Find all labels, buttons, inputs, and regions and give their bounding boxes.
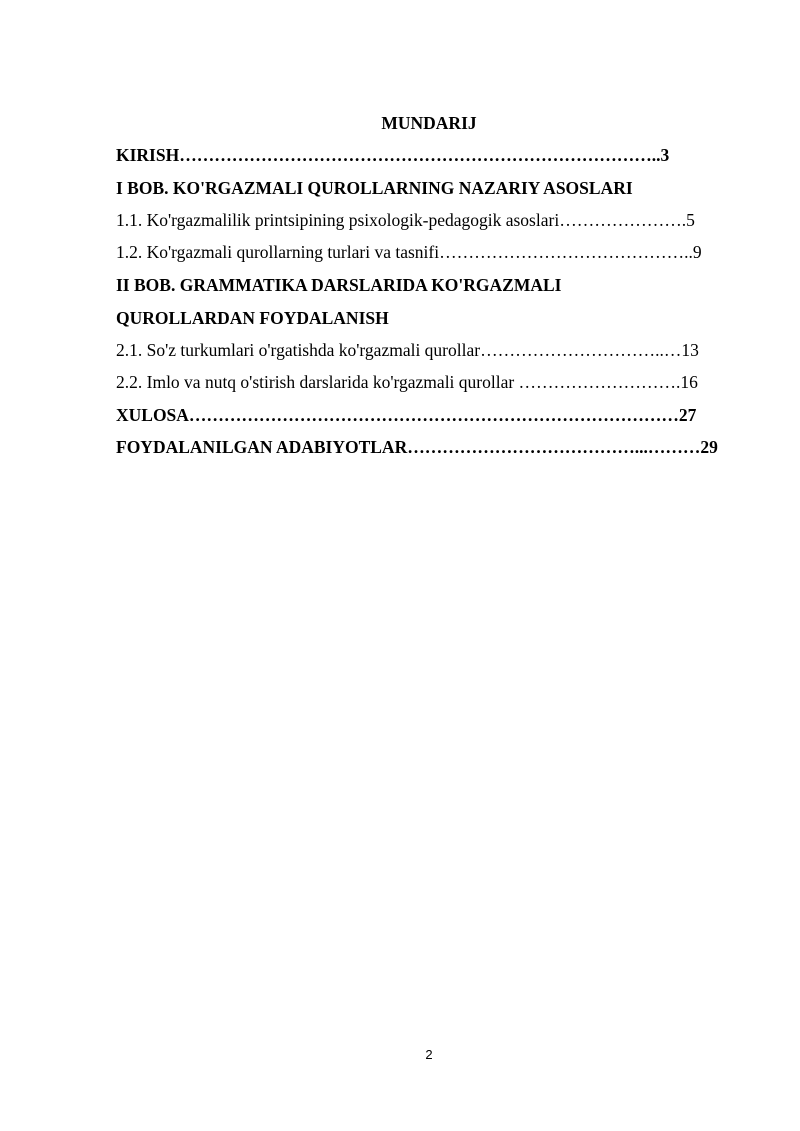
toc-entry-chapter-1: I BOB. KO'RGAZMALI QUROLLARNING NAZARIY ASOSLARI bbox=[116, 178, 633, 198]
toc-entry-section-2-2: 2.2. Imlo va nutq o'stirish darslarida ko'rgazmali qurollar ……………………….16 bbox=[116, 372, 698, 392]
toc-entry-section-1-2: 1.2. Ko'rgazmali qurollarning turlari va tasnifi……………………………………..9 bbox=[116, 242, 702, 262]
page-number: 2 bbox=[425, 1047, 433, 1062]
toc-entry-xulosa: XULOSA…………………………………………………………………………27 bbox=[116, 405, 697, 425]
toc-entry-chapter-2-line-1: II BOB. GRAMMATIKA DARSLARIDA KO'RGAZMALI bbox=[116, 275, 562, 295]
page-title: MUNDARIJ bbox=[381, 113, 477, 133]
toc-entry-chapter-2-line-2: QUROLLARDAN FOYDALANISH bbox=[116, 308, 389, 328]
toc-entry-kirish: KIRISH………………………………………………………………………..3 bbox=[116, 145, 670, 165]
toc-entry-section-2-1: 2.1. So'z turkumlari o'rgatishda ko'rgazmali qurollar…………………………..…13 bbox=[116, 340, 699, 360]
toc-entry-references: FOYDALANILGAN ADABIYOTLAR…………………………………...………29 bbox=[116, 437, 718, 457]
toc-entry-section-1-1: 1.1. Ko'rgazmalilik printsipining psixologik-pedagogik asoslari………………….5 bbox=[116, 210, 695, 230]
